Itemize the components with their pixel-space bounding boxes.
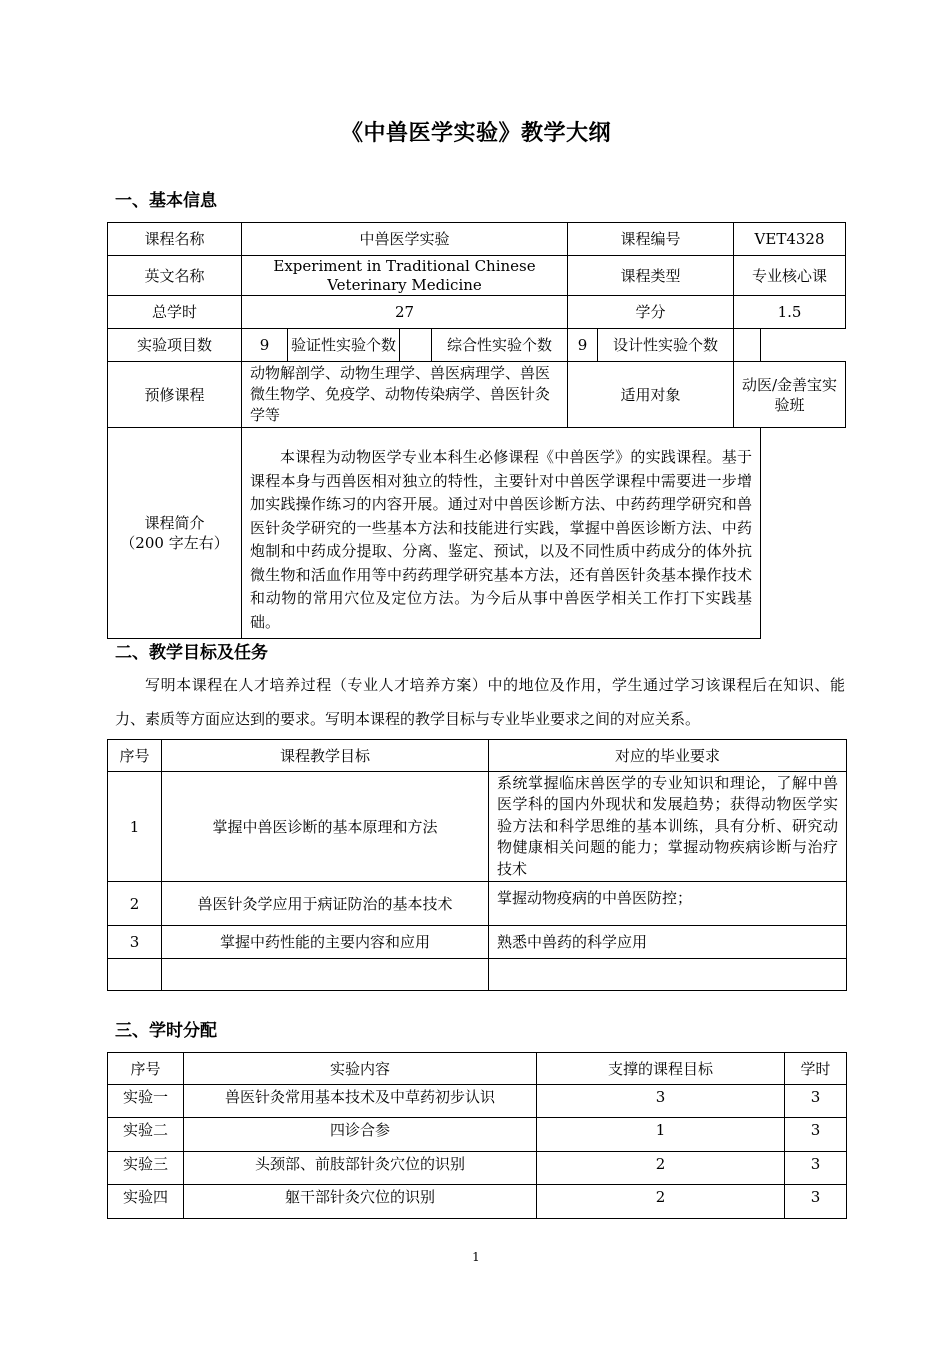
goal-objective: 掌握中兽医诊断的基本原理和方法 xyxy=(162,772,489,882)
course-code-value: VET4328 xyxy=(734,223,846,256)
exp-count-value: 9 xyxy=(242,329,288,362)
verify-count xyxy=(400,329,432,362)
comprehensive-count: 9 xyxy=(568,329,598,362)
prereq-value: 动物解剖学、动物生理学、兽医病理学、兽医微生物学、免疫学、动物传染病学、兽医针灸学等 xyxy=(242,362,568,428)
goal-requirement: 掌握动物疫病的中兽医防控； xyxy=(489,882,847,926)
prereq-label: 预修课程 xyxy=(108,362,242,428)
english-name-label: 英文名称 xyxy=(108,256,242,296)
page-title: 《中兽医学实验》教学大纲 xyxy=(340,121,611,146)
intro-label: 课程简介 xyxy=(144,514,205,532)
hours-table xyxy=(107,1052,847,1219)
exp-index: 实验四 xyxy=(108,1185,184,1219)
design-count xyxy=(734,329,761,362)
table-row xyxy=(108,1152,847,1185)
total-hours-value: 27 xyxy=(242,296,568,329)
table-row xyxy=(108,926,847,959)
table-row xyxy=(108,329,846,362)
table-row xyxy=(108,1185,847,1219)
hours-col-content: 实验内容 xyxy=(184,1053,537,1085)
english-name-value: Experiment in Traditional Chinese Veterinary Medicine xyxy=(242,256,568,296)
comprehensive-label: 综合性实验个数 xyxy=(432,329,568,362)
exp-objective: 2 xyxy=(537,1185,785,1219)
goals-col-requirement: 对应的毕业要求 xyxy=(489,740,847,772)
exp-count-label: 实验项目数 xyxy=(108,329,242,362)
intro-text: 本课程为动物医学专业本科生必修课程《中兽医学》的实践课程。基于课程本身与西兽医相对独立的特性，主要针对中兽医学课程中需要进一步增加实践操作练习的内容开展。通过对中兽医诊断方法、中药药理学研究和兽医针灸学研究的一些基本方法和技能进行实践，掌握中兽医诊断方法、中药炮制和中药成分提取、分离、鉴定、预试，以及不同性质中药成分的体外抗微生物和活血作用等中药药理学研究基本方法，还有兽医针灸基本操作技术和动物的常用穴位及定位方法。为今后从事中兽医学相关工作打下实践基础。 xyxy=(242,428,761,639)
intro-label-cell xyxy=(108,428,242,639)
exp-index: 实验一 xyxy=(108,1085,184,1118)
exp-content: 兽医针灸常用基本技术及中草药初步认识 xyxy=(184,1085,537,1118)
goal-index: 3 xyxy=(108,926,162,959)
table-row xyxy=(108,772,847,882)
course-name-label: 课程名称 xyxy=(108,223,242,256)
page-number: 1 xyxy=(472,1250,480,1264)
course-type-value: 专业核心课 xyxy=(734,256,846,296)
table-row xyxy=(108,1085,847,1118)
goal-requirement: 系统掌握临床兽医学的专业知识和理论，了解中兽医学科的国内外现状和发展趋势；获得动物医学实验方法和科学思维的基本训练，具有分析、研究动物健康相关问题的能力；掌握动物疾病诊断与治疗技术 xyxy=(489,772,847,882)
exp-index: 实验二 xyxy=(108,1118,184,1152)
hours-col-hours: 学时 xyxy=(785,1053,847,1085)
course-code-label: 课程编号 xyxy=(568,223,734,256)
exp-objective: 2 xyxy=(537,1152,785,1185)
section-heading-goals: 二、教学目标及任务 xyxy=(115,643,268,663)
goal-objective xyxy=(162,959,489,991)
exp-hours: 3 xyxy=(785,1085,847,1118)
course-type-label: 课程类型 xyxy=(568,256,734,296)
table-row xyxy=(108,296,846,329)
exp-index: 实验三 xyxy=(108,1152,184,1185)
credits-value: 1.5 xyxy=(734,296,846,329)
basic-info-table xyxy=(107,222,846,639)
exp-hours: 3 xyxy=(785,1185,847,1219)
goal-index: 1 xyxy=(108,772,162,882)
goal-objective: 掌握中药性能的主要内容和应用 xyxy=(162,926,489,959)
target-value: 动医/金善宝实验班 xyxy=(734,362,846,428)
section-heading-basic-info: 一、基本信息 xyxy=(115,191,217,211)
goal-index: 2 xyxy=(108,882,162,926)
table-row xyxy=(108,362,846,428)
table-row xyxy=(108,882,847,926)
design-label: 设计性实验个数 xyxy=(598,329,734,362)
exp-content: 四诊合参 xyxy=(184,1118,537,1152)
goals-table xyxy=(107,739,847,991)
table-header-row xyxy=(108,1053,847,1085)
hours-col-index: 序号 xyxy=(108,1053,184,1085)
exp-objective: 3 xyxy=(537,1085,785,1118)
goal-requirement xyxy=(489,959,847,991)
hours-col-objective: 支撑的课程目标 xyxy=(537,1053,785,1085)
table-row xyxy=(108,256,846,296)
goals-paragraph: 写明本课程在人才培养过程（专业人才培养方案）中的地位及作用，学生通过学习该课程后在知识、能力、素质等方面应达到的要求。写明本课程的教学目标与专业毕业要求之间的对应关系。 xyxy=(115,676,845,728)
exp-content: 躯干部针灸穴位的识别 xyxy=(184,1185,537,1219)
goal-requirement: 熟悉中兽药的科学应用 xyxy=(489,926,847,959)
table-header-row xyxy=(108,740,847,772)
table-row xyxy=(108,223,846,256)
course-name-value: 中兽医学实验 xyxy=(242,223,568,256)
exp-hours: 3 xyxy=(785,1118,847,1152)
exp-objective: 1 xyxy=(537,1118,785,1152)
goal-objective: 兽医针灸学应用于病证防治的基本技术 xyxy=(162,882,489,926)
table-row xyxy=(108,1118,847,1152)
exp-content: 头颈部、前肢部针灸穴位的识别 xyxy=(184,1152,537,1185)
goal-index xyxy=(108,959,162,991)
section-heading-hours: 三、学时分配 xyxy=(115,1021,217,1041)
total-hours-label: 总学时 xyxy=(108,296,242,329)
exp-hours: 3 xyxy=(785,1152,847,1185)
table-row xyxy=(108,428,846,639)
target-label: 适用对象 xyxy=(568,362,734,428)
table-row xyxy=(108,959,847,991)
goals-col-objective: 课程教学目标 xyxy=(162,740,489,772)
verify-label: 验证性实验个数 xyxy=(288,329,400,362)
goals-col-index: 序号 xyxy=(108,740,162,772)
intro-label-note: （200 字左右） xyxy=(120,534,229,552)
credits-label: 学分 xyxy=(568,296,734,329)
